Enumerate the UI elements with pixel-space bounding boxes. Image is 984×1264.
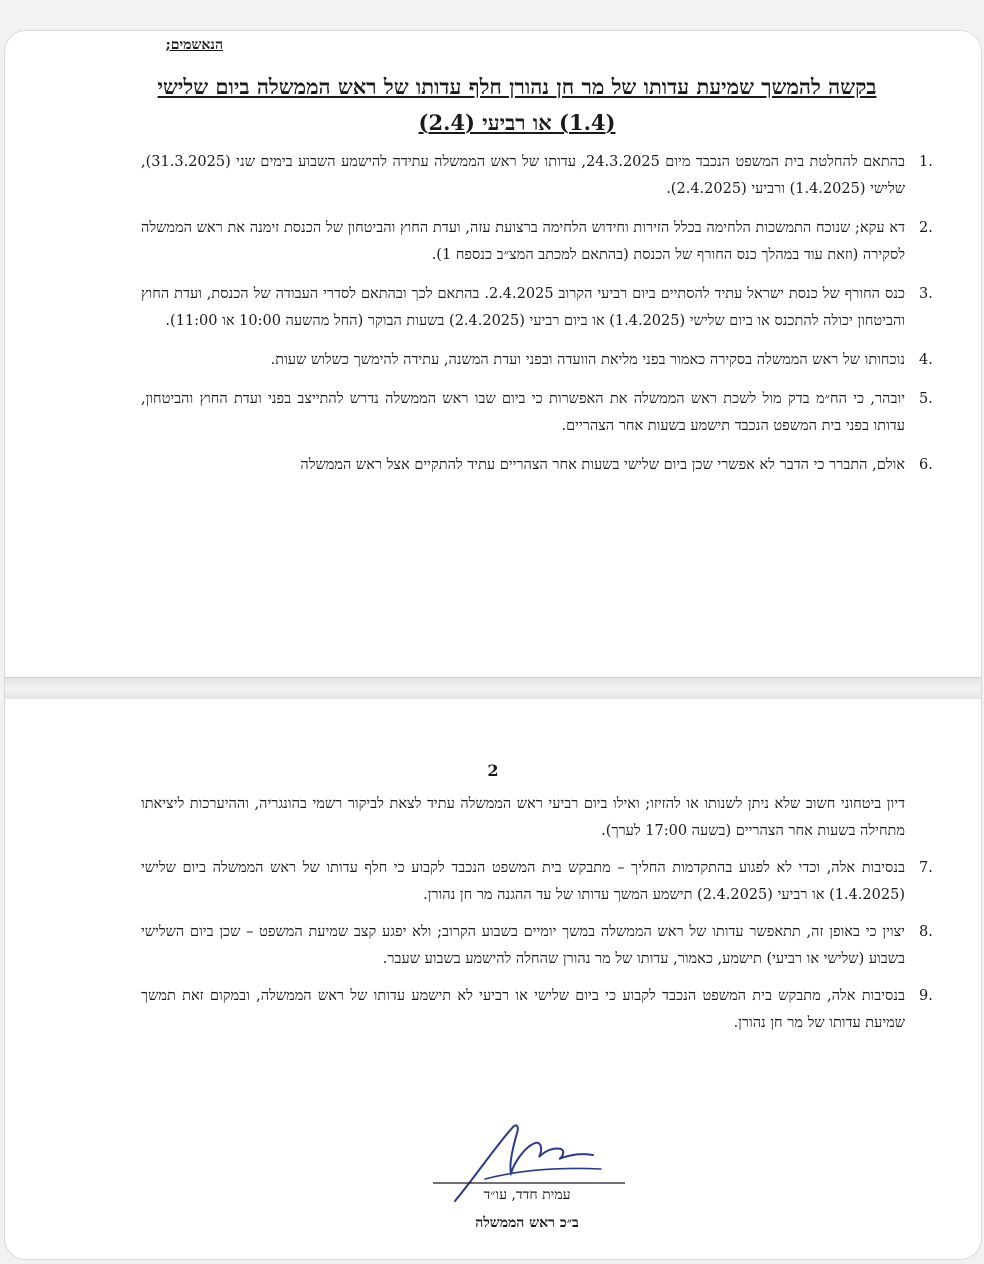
document-title: בקשה להמשך שמיעת עדותו של מר חן נהורן חלף עדותו של ראש הממשלה ביום שלישי (1.4) או רביעי (2.4) [157, 74, 877, 135]
paragraph-number: .9 [919, 988, 933, 1004]
document-page-2 [5, 699, 981, 1259]
paragraph-text: אולם, התברר כי הדבר לא אפשרי שכן ביום שלישי בשעות אחר הצהריים עתיד להתקיים אצל ראש הממשלה [300, 457, 905, 473]
document-page-1 [5, 31, 981, 677]
page-number: 2 [487, 761, 499, 780]
paragraph-number: .4 [919, 352, 933, 368]
paragraph-text: כנס החורף של כנסת ישראל עתיד להסתיים ביום רביעי הקרוב 2.4.2025. בהתאם לכך ובהתאם לסדרי העבודה של הכנסת, ועדת החוץ והביטחון יכולה להתכנס או ביום שלישי (1.4.2025) או ביום רביעי (2.4.2025) בשעות הבוקר (החל מהשעה 10:00 או 11:00). [141, 286, 906, 329]
paragraph-number: .8 [919, 924, 933, 940]
numbered-paragraphs [141, 149, 933, 491]
paragraph-number: .7 [919, 860, 933, 876]
paragraph-6-continuation: דיון ביטחוני חשוב שלא ניתן לשנותו או להזיזו; ואילו ביום רביעי ראש הממשלה עתיד לצאת לביקור רשמי בהונגריה, וההיערכות ליציאתו מתחילה בשעות אחר הצהריים (בשעה 17:00 לערך). [141, 796, 905, 839]
document-frame [4, 30, 982, 1260]
paragraph-number: .2 [919, 220, 933, 236]
paragraph-7 [141, 855, 933, 909]
defendants-label: הנאשמים; [165, 37, 223, 53]
numbered-paragraphs [141, 791, 933, 1047]
paragraph-9 [141, 983, 933, 1037]
paragraph-number: .1 [919, 154, 933, 170]
paragraph-text: יובהר, כי הח״מ בדק מול לשכת ראש הממשלה את האפשרות כי ביום שבו ראש הממשלה נדרש להתייצב בפני ועדת החוץ והביטחון, עדותו בפני בית המשפט הנכבד תישמע בשעות אחר הצהריים. [141, 391, 905, 434]
paragraph-number: .6 [919, 457, 933, 473]
signatory-role: ב״כ ראש הממשלה [475, 1215, 579, 1231]
paragraph-4 [141, 347, 933, 374]
paragraph-number: .5 [919, 391, 933, 407]
paragraph-text: בהתאם להחלטת בית המשפט הנכבד מיום 24.3.2025, עדותו של ראש הממשלה עתידה להישמע השבוע בימים שני (31.3.2025), שלישי (1.4.2025) ורביעי (2.4.2025). [141, 154, 906, 197]
paragraph-text: יצוין כי באופן זה, תתאפשר עדותו של ראש הממשלה במשך יומיים בשבוע הקרוב; ולא יפגע קצב שמיעת המשפט – שכן ביום השלישי בשבוע (שלישי או רביעי) תישמע, כאמור, עדותו של מר נהורן שהחלה להישמע בשבוע שעבר. [141, 924, 905, 967]
paragraph-number: .3 [919, 286, 933, 302]
paragraph-text: דא עקא; שנוכח התמשכות הלחימה בכלל הזירות וחידוש הלחימה ברצועת עזה, ועדת החוץ והביטחון של הכנסת זימנה את ראש הממשלה לסקירה (וזאת עוד במהלך כנס החורף של הכנסת (בהתאם למכתב המצ״ב כנספח 1). [141, 220, 905, 263]
paragraph-3 [141, 281, 933, 335]
paragraph-1 [141, 149, 933, 203]
paragraph-8 [141, 919, 933, 973]
paragraph-text: בנסיבות אלה, וכדי לא לפגוע בהתקדמות החליך – מתבקש בית המשפט הנכבד לקבוע כי חלף עדותו של ראש הממשלה ביום שלישי (1.4.2025) או רביעי (2.4.2025) תישמע המשך עדותו של עד ההגנה מר חן נהורן. [141, 860, 905, 903]
signatory-name: עמית חדד, עו״ד [483, 1187, 571, 1203]
paragraph-text: בנסיבות אלה, מתבקש בית המשפט הנכבד לקבוע כי ביום שלישי או רביעי לא תישמע עדותו של ראש הממשלה, ובמקום זאת תמשך שמיעת עדותו של מר חן נהורן. [141, 988, 905, 1031]
paragraph-5 [141, 386, 933, 440]
paragraph-2 [141, 215, 933, 269]
paragraph-6 [141, 452, 933, 479]
paragraph-text: נוכחותו של ראש הממשלה בסקירה כאמור בפני מליאת הוועדה ובפני ועדת המשנה, עתידה להימשך כשלוש שעות. [270, 352, 905, 368]
page-separator [5, 677, 981, 701]
